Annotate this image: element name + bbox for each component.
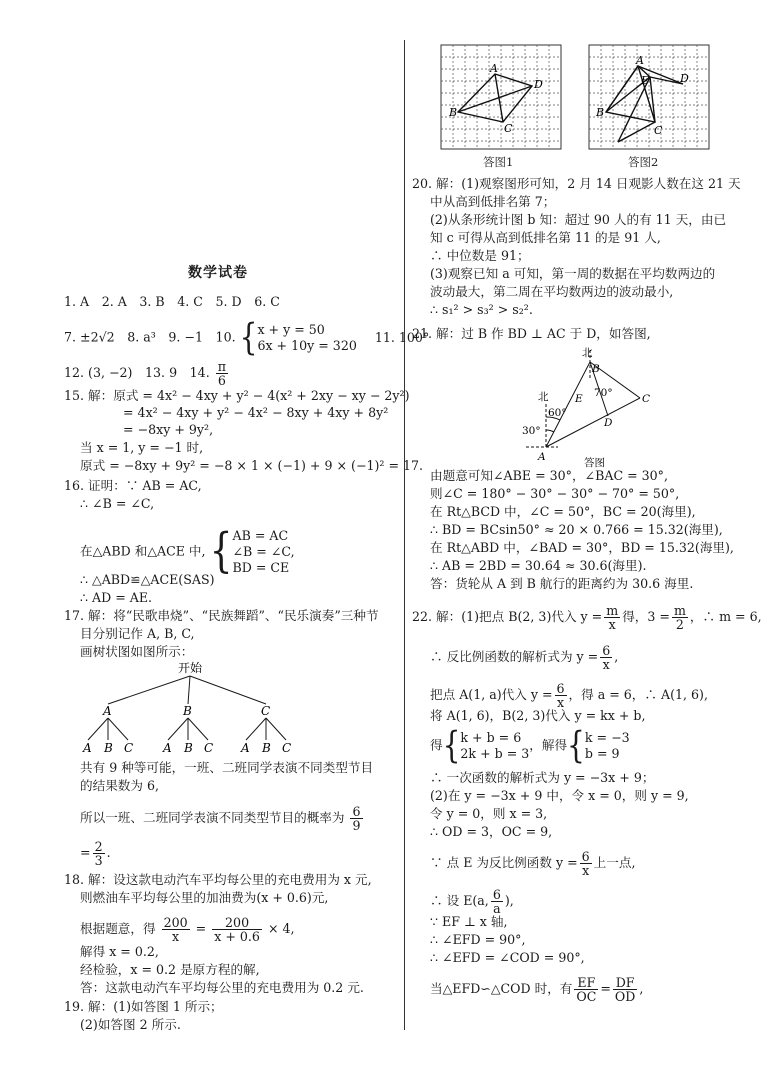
q20-line4: 知 c 可得从高到低排名第 11 的是 91 人, (430, 230, 661, 245)
fig3-angle-30: 30° (522, 425, 541, 437)
q18-line5: 经检验，x = 0.2 是原方程的解, (80, 962, 260, 977)
q22-line14: ∴ ∠EFD = ∠COD = 90°, (430, 950, 585, 965)
tree-leaf: C (282, 741, 292, 755)
q16-line2: ∴ ∠B = ∠C, (80, 496, 155, 511)
fig3-caption: 答图 (584, 457, 605, 468)
q22-line7: (2)在 y = −3x + 9 中，令 x = 0，则 y = 9, (430, 788, 689, 803)
q15-line3: = −8xy + 9y², (123, 422, 214, 437)
answer-figure-3 (518, 342, 678, 468)
tree-diagram (70, 660, 320, 755)
tree-leaf: C (124, 741, 134, 755)
q16-line5: ∴ AD = AE. (80, 590, 153, 605)
answers-1-6: 1. A 2. A 3. B 4. C 5. D 6. C (64, 294, 280, 309)
answers-12-14: 12. (3, −2) 13. 9 14. $\frac{\pi}{6}$ (64, 359, 226, 388)
fig3-point-d: D (604, 417, 613, 429)
q22-line15: 当△EFD∽△COD 时，有 $\frac{EF}{OC}$ = $\frac{DF}{OD}$ , (430, 975, 644, 1004)
fig1-point-d: D (534, 78, 543, 91)
fig3-angle-60: 60° (548, 407, 567, 419)
q22-line6: ∴ 一次函数的解析式为 y = −3x + 9； (430, 770, 655, 785)
q18-line2: 则燃油车平均每公里的加油费为(x + 0.6)元, (80, 890, 329, 905)
q20-line2: 中从高到低排名第 7； (430, 194, 556, 209)
figure-1-caption: 答图1 (483, 155, 514, 169)
fig1-point-b: B (449, 106, 458, 119)
tree-start: 开始 (178, 661, 203, 675)
fig3-north-a: 北 (538, 391, 549, 403)
page-title: 数学试卷 (188, 265, 248, 281)
q18-line4: 解得 x = 0.2, (80, 944, 159, 959)
q16-line4: ∴ △ABD≌△ACE(SAS) (80, 572, 215, 587)
q20-line6: (3)观察已知 a 可知，第一周的数据在平均数两边的 (430, 266, 716, 281)
answers-7-11: 7. ±2√2 8. a³ 9. −1 10. { x + y = 50 6x + 10y = 320 11. 100° (64, 315, 430, 359)
q20-line1: 20. 解：(1)观察图形可知，2 月 14 日观影人数在这 21 天 (412, 176, 741, 191)
q18-line3: 根据题意，得 $\frac{200}{x}$ = $\frac{200}{x + 0.6}$ × 4, (80, 915, 295, 944)
q22-line10: ∵ 点 E 为反比例函数 y = $\frac{6}{x}$ 上一点, (430, 849, 636, 878)
q22-line5: 得{ k + b = 6 2k + b = 3 ，解得{ k = −3 b = 9 (430, 723, 630, 767)
tree-leaf: A (241, 741, 250, 755)
q22-line1: 22. 解：(1)把点 B(2, 3)代入 y = $\frac{m}{x}$ 得，3 = $\frac{m}{2}$ ，∴ m = 6, (412, 603, 762, 632)
tree-node-a: A (103, 704, 112, 718)
tree-leaf: A (163, 741, 172, 755)
fig2-point-e: E (641, 74, 650, 87)
q21-line7: ∴ AB = 2BD = 30.64 ≈ 30.6(海里). (430, 558, 647, 573)
q17-line2: 目分别记作 A, B, C, (80, 626, 195, 641)
q17-line5: 的结果数为 6, (80, 778, 159, 793)
q20-line7: 波动最大，第二周在平均数两边的波动最小, (430, 284, 674, 299)
q21-line6: 在 Rt△ABD 中，∠BAD = 30°，BD = 15.32(海里), (430, 540, 734, 555)
q20-line8: ∴ s₁² > s₃² > s₂². (430, 302, 533, 317)
q22-line3: 把点 A(1, a)代入 y = $\frac{6}{x}$ ，得 a = 6，∴ A(1, 6), (430, 681, 708, 710)
q22-line11: ∴ 设 E(a, $\frac{6}{a}$ ), (430, 887, 514, 916)
fig3-point-c: C (642, 393, 651, 405)
fig3-point-a: A (538, 451, 546, 463)
q21-line1: 21. 解：过 B 作 BD ⊥ AC 于 D，如答图, (412, 326, 651, 341)
q21-line8: 答：货轮从 A 到 B 航行的距离约为 30.6 海里. (430, 576, 694, 591)
figure-2-caption: 答图2 (628, 155, 659, 169)
q18-line1: 18. 解：设这款电动汽车平均每公里的充电费用为 x 元, (64, 872, 372, 887)
q17-line6: 所以一班、二班同学表演不同类型节目的概率为 $\frac{6}{9}$ (80, 804, 361, 833)
fig2-point-d: D (680, 72, 689, 85)
fig1-point-c: C (504, 122, 513, 135)
answer-figure-1 (440, 44, 570, 152)
q15-line4: 当 x = 1, y = −1 时, (80, 440, 204, 455)
fig2-point-c: C (654, 124, 663, 137)
q18-line6: 答：这款电动汽车平均每公里的充电费用为 0.2 元. (80, 980, 364, 995)
q20-line3: (2)从条形统计图 b 知：超过 90 人的有 11 天，由已 (430, 212, 727, 227)
fig3-angle-70: 70° (594, 387, 613, 399)
q16-line3: 在△ABD 和△ACE 中, { AB = AC ∠B = ∠C, BD = CE (80, 524, 295, 578)
q15-line5: 原式 = −8xy + 9y² = −8 × 1 × (−1) + 9 × (−1)² = 17. (80, 458, 424, 473)
q22-line12: ∵ EF ⊥ x 轴, (430, 914, 508, 929)
q17-line7: = $\frac{2}{3}$ . (80, 839, 111, 868)
q21-line5: ∴ BD = BCsin50° ≈ 20 × 0.766 = 15.32(海里), (430, 522, 723, 537)
column-divider (404, 40, 405, 1030)
q22-line2: ∴ 反比例函数的解析式为 y = $\frac{6}{x}$ , (430, 643, 619, 672)
answer-figure-2 (588, 44, 718, 152)
fig3-north-b: 北 (582, 347, 593, 359)
q15-line1: 15. 解：原式 = 4x² − 4xy + y² − 4(x² + 2xy − xy − 2y²) (64, 388, 410, 403)
q20-line5: ∴ 中位数是 91； (430, 248, 530, 263)
fig2-point-a: A (636, 54, 644, 67)
q22-line4: 将 A(1, 6)，B(2, 3)代入 y = kx + b, (430, 708, 646, 723)
q17-line3: 画树状图如图所示： (80, 644, 194, 659)
tree-leaf: A (83, 741, 92, 755)
q15-line2: = 4x² − 4xy + y² − 4x² − 8xy + 4xy + 8y² (123, 405, 389, 420)
fig3-point-e: E (575, 393, 583, 405)
q17-line4: 共有 9 种等可能，一班、二班同学表演不同类型节目 (80, 760, 374, 775)
q21-line3: 则∠C = 180° − 30° − 30° − 70° = 50°, (430, 486, 680, 501)
q19-line1: 19. 解：(1)如答图 1 所示； (64, 999, 223, 1014)
q22-line9: ∴ OD = 3，OC = 9, (430, 824, 553, 839)
fig3-point-b: B (592, 363, 600, 375)
q16-line1: 16. 证明：∵ AB = AC, (64, 478, 202, 493)
q22-line8: 令 y = 0，则 x = 3, (430, 806, 548, 821)
q21-line4: 在 Rt△BCD 中，∠C = 50°，BC = 20(海里), (430, 504, 696, 519)
q21-line2: 由题意可知∠ABE = 30°，∠BAC = 30°, (430, 468, 668, 483)
tree-leaf: B (104, 741, 113, 755)
q19-line2: (2)如答图 2 所示. (80, 1017, 181, 1032)
fig1-point-a: A (490, 62, 498, 75)
fig2-point-b: B (596, 106, 605, 119)
tree-leaf: C (204, 741, 214, 755)
tree-node-b: B (183, 704, 192, 718)
q22-line13: ∴ ∠EFD = 90°, (430, 932, 526, 947)
q17-line1: 17. 解：将“民歌串烧”、“民族舞蹈”、“民乐演奏”三种节 (64, 608, 379, 623)
tree-leaf: B (184, 741, 193, 755)
tree-node-c: C (261, 704, 271, 718)
tree-leaf: B (262, 741, 271, 755)
